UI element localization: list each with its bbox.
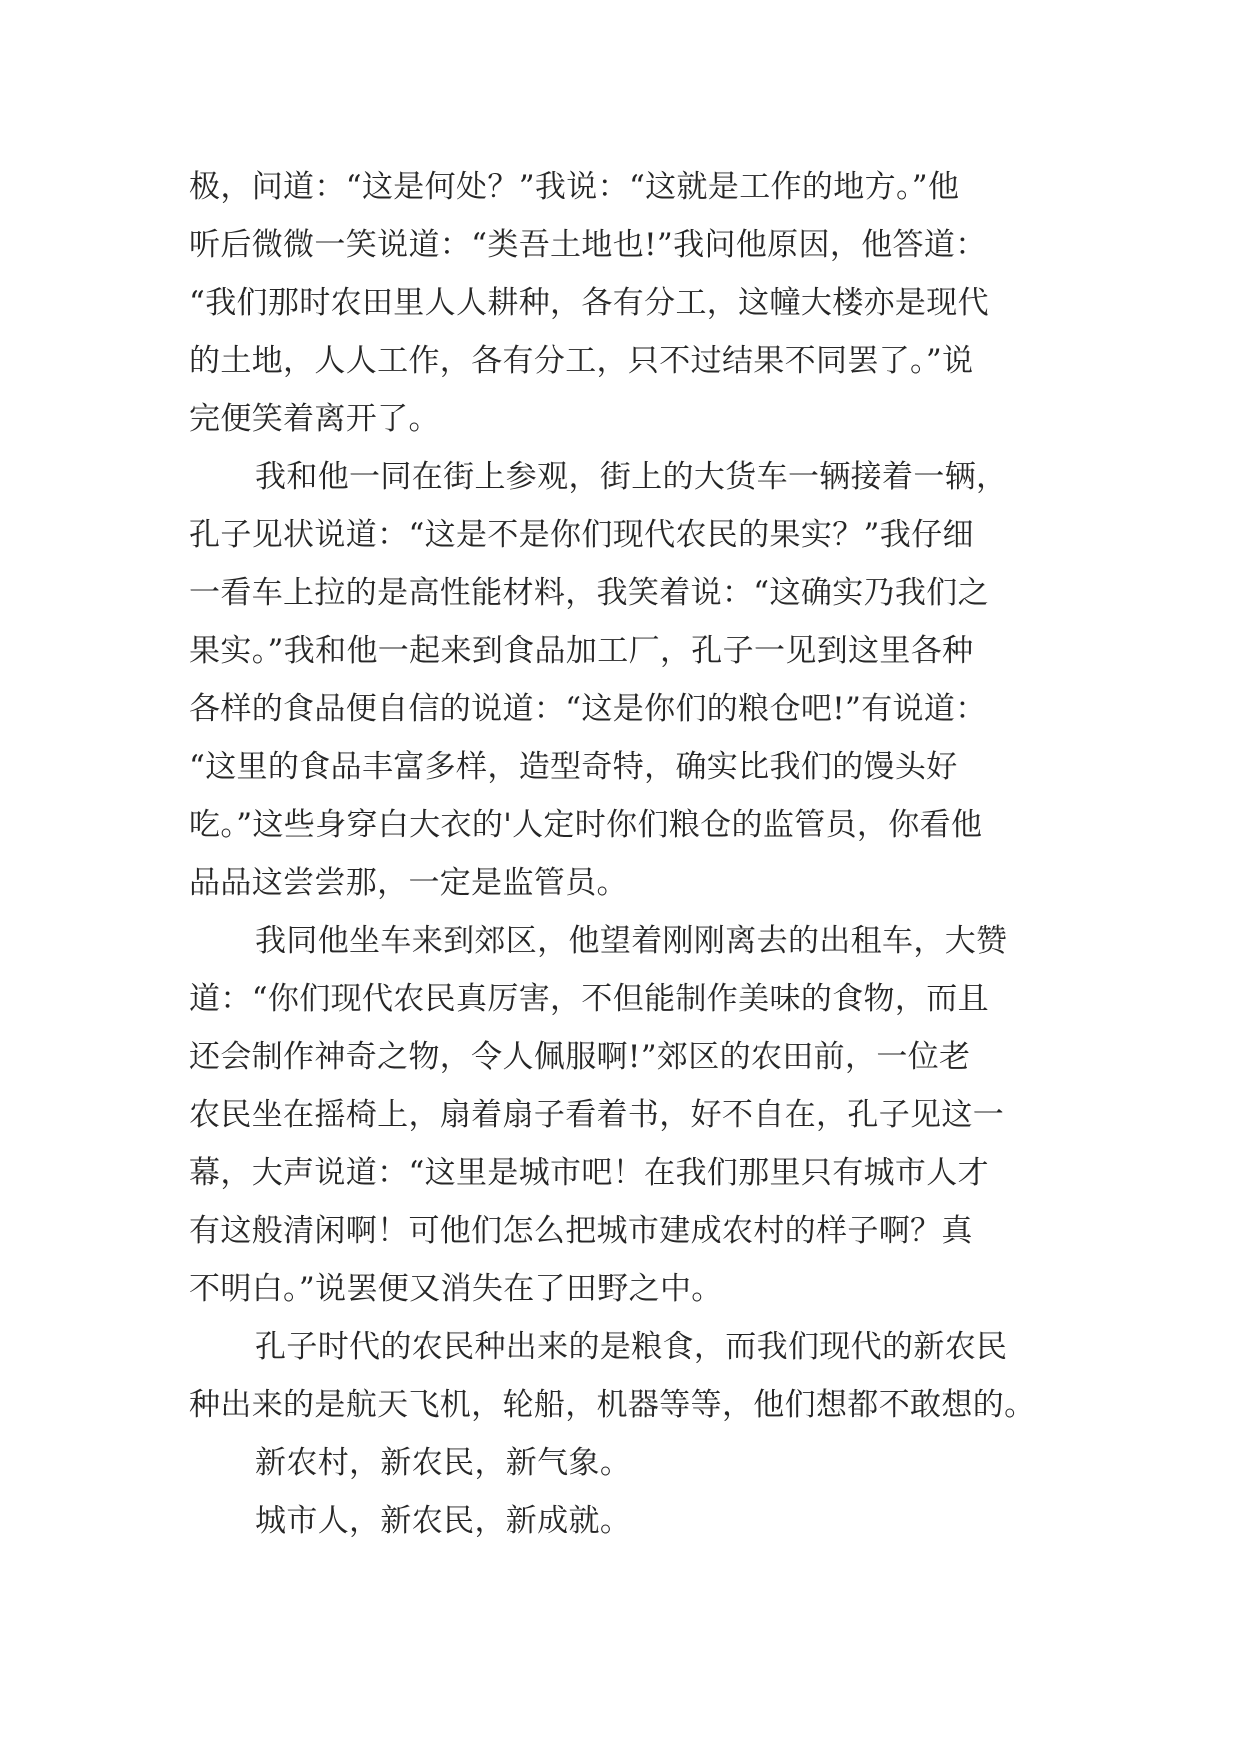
paragraph-start-line: 孔子时代的农民种出来的是粮食，而我们现代的新农民: [255, 1329, 1008, 1365]
text-line: 不明白。”说罢便又消失在了田野之中。: [189, 1271, 723, 1307]
text-line: 有这般清闲啊！可他们怎么把城市建成农村的样子啊？真: [189, 1213, 973, 1249]
paragraph-start-line: 城市人，新农民，新成就。: [255, 1503, 632, 1539]
paragraph-start-line: 我同他坐车来到郊区，他望着刚刚离去的出租车，大赞: [255, 923, 1008, 959]
paragraph-start-line: 我和他一同在街上参观，街上的大货车一辆接着一辆，: [255, 459, 1008, 495]
text-line: 道：“你们现代农民真厉害，不但能制作美味的食物，而且: [189, 981, 989, 1017]
text-line: 的土地，人人工作，各有分工，只不过结果不同罢了。”说: [189, 343, 974, 379]
text-line: 品品这尝尝那，一定是监管员。: [189, 865, 628, 901]
text-line: 吃。”这些身穿白大衣的'人定时你们粮仓的监管员，你看他: [189, 807, 983, 843]
text-line: 幕，大声说道：“这里是城市吧！在我们那里只有城市人才: [189, 1155, 989, 1191]
text-line: 果实。”我和他一起来到食品加工厂，孔子一见到这里各种: [189, 633, 974, 669]
text-line: 孔子见状说道：“这是不是你们现代农民的果实？”我仔细: [189, 517, 974, 553]
text-line: “这里的食品丰富多样，造型奇特，确实比我们的馒头好: [189, 749, 958, 785]
document-body: [189, 158, 1049, 1550]
text-line: 一看车上拉的是高性能材料，我笑着说：“这确实乃我们之: [189, 575, 989, 611]
text-line: 还会制作神奇之物，令人佩服啊!”郊区的农田前，一位老: [189, 1039, 971, 1075]
paragraph-start-line: 新农村，新农民，新气象。: [255, 1445, 632, 1481]
text-line: “我们那时农田里人人耕种，各有分工，这幢大楼亦是现代: [189, 285, 989, 321]
text-line: 完便笑着离开了。: [189, 401, 440, 437]
text-line: 种出来的是航天飞机，轮船，机器等等，他们想都不敢想的。: [189, 1387, 1036, 1423]
text-line: 各样的食品便自信的说道：“这是你们的粮仓吧!”有说道：: [189, 691, 987, 727]
text-line: 农民坐在摇椅上，扇着扇子看着书，好不自在，孔子见这一: [189, 1097, 1005, 1133]
text-line: 听后微微一笑说道：“类吾土地也!”我问他原因，他答道：: [189, 227, 987, 263]
text-line: 极，问道：“这是何处？”我说：“这就是工作的地方。”他: [189, 169, 960, 205]
